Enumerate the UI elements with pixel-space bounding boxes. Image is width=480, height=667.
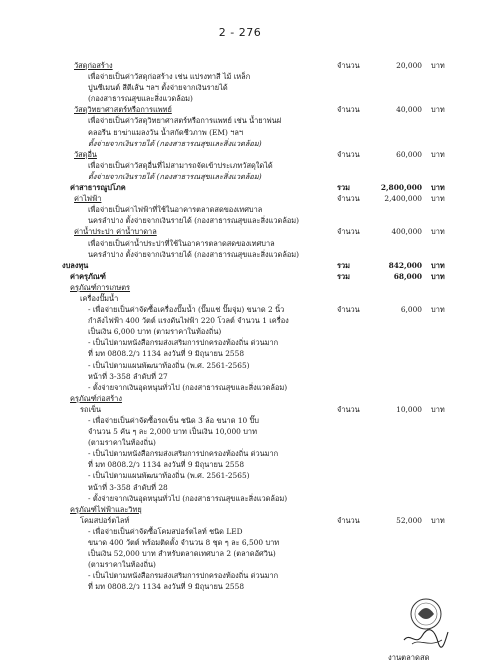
row-text: หน้าที่ 3-358 ลำดับที่ 27: [88, 371, 168, 381]
row-text: - เป็นไปตามหนังสือกรมส่งเสริมการปกครองท้องถิ่น ด่วนมาก: [88, 338, 279, 348]
row-text: (ตามราคาในท้องถิ่น): [88, 438, 156, 448]
amount-unit: บาท: [431, 305, 445, 315]
budget-row: [62, 226, 457, 237]
amount-unit: บาท: [431, 105, 445, 115]
amount-unit: บาท: [431, 183, 445, 193]
budget-row: [62, 304, 457, 315]
row-text: ปูนซีเมนต์ สีตีเส้น ฯลฯ ตั้งจ่ายจากเงินรายได้: [88, 83, 228, 93]
budget-row: [62, 515, 457, 526]
row-text: ตั้งจ่ายจากเงินรายได้ (กองสาธารณสุขและสิ่งแวดล้อม): [88, 171, 262, 181]
budget-row: [62, 348, 457, 359]
row-text: เป็นเงิน 52,000 บาท สำหรับตลาดเทศบาล 2 (ตลาดอัศวิน): [88, 549, 276, 559]
amount-value: 10,000: [396, 404, 422, 414]
row-text: กำลังไฟฟ้า 400 วัตต์ แรงดันไฟฟ้า 220 โวลต์ จำนวน 1 เครื่อง: [88, 316, 289, 326]
row-text: ที่ มท 0808.2/ว 1134 ลงวันที่ 9 มิถุนายน 2558: [88, 582, 245, 592]
amount-value: 52,000: [396, 515, 422, 525]
amount-label: รวม: [337, 183, 350, 193]
row-text: ครุภัณฑ์ไฟฟ้าและวิทยุ: [70, 504, 142, 514]
budget-row: [62, 526, 457, 537]
row-text: - เป็นไปตามแผนพัฒนาท้องถิ่น (พ.ศ. 2561-2565): [88, 360, 250, 370]
row-text: - เพื่อจ่ายเป็นค่าจัดซื้อโคมสปอร์ตไลท์ ชนิด LED: [88, 526, 243, 536]
row-text: ที่ มท 0808.2/ว 1134 ลงวันที่ 9 มิถุนายน 2558: [88, 349, 245, 359]
amount-unit: บาท: [431, 61, 445, 70]
row-text: - เพื่อจ่ายเป็นค่าจัดซื้อเครื่องปั๊มน้ำ (ปั๊มแช่ ปั๊มจุ่ม) ขนาด 2 นิ้ว: [88, 305, 285, 315]
budget-row: [62, 149, 457, 160]
budget-row: [62, 71, 457, 82]
budget-row: [62, 315, 457, 326]
row-text: เป็นเงิน 6,000 บาท (ตามราคาในท้องถิ่น): [88, 327, 222, 337]
row-text: เครื่องปั๊มน้ำ: [80, 293, 119, 303]
budget-row: [62, 437, 457, 448]
row-text: ตั้งจ่ายจากเงินรายได้ (กองสาธารณสุขและสิ่งแวดล้อม): [88, 138, 262, 148]
budget-row: [62, 326, 457, 337]
official-seal-signature: [398, 588, 450, 650]
amount-value: 40,000: [396, 105, 422, 115]
amount-label: รวม: [337, 271, 350, 281]
amount-label: จำนวน: [337, 227, 360, 237]
row-text: เพื่อจ่ายเป็นค่าวัสดุวิทยาศาสตร์หรือการแพทย์ เช่น น้ำยาพ่นฝ: [88, 116, 282, 126]
row-text: ค่าสาธารณูปโภค: [70, 183, 126, 193]
budget-row: [62, 570, 457, 581]
budget-row: [62, 360, 457, 371]
row-text: คลอรีน ยาฆ่าแมลงวัน น้ำสกัดชีวภาพ (EM) ฯลฯ: [88, 127, 244, 137]
amount-unit: บาท: [431, 271, 445, 281]
amount-label: จำนวน: [337, 515, 360, 525]
row-text: งบลงทุน: [62, 260, 89, 270]
row-text: ค่าครุภัณฑ์: [70, 271, 106, 281]
budget-row: [62, 537, 457, 548]
amount-value: 400,000: [391, 227, 422, 237]
budget-row: [62, 271, 457, 282]
amount-label: จำนวน: [337, 105, 360, 115]
budget-row: [62, 82, 457, 93]
amount-value: 20,000: [396, 61, 422, 70]
row-text: - เป็นไปตามแผนพัฒนาท้องถิ่น (พ.ศ. 2561-2565): [88, 471, 250, 481]
amount-unit: บาท: [431, 149, 445, 159]
budget-row: [62, 293, 457, 304]
row-text: วัสดุก่อสร้าง: [74, 61, 113, 70]
budget-row: [62, 93, 457, 104]
row-text: โคมสปอร์ตไลท์: [80, 515, 130, 525]
row-text: ครุภัณฑ์การเกษตร: [70, 282, 131, 292]
budget-row: [62, 470, 457, 481]
row-text: เพื่อจ่ายเป็นค่าน้ำประปาที่ใช้ในอาคารตลาดสดของเทศบาล: [88, 238, 275, 248]
budget-row: [62, 504, 457, 515]
budget-row: [62, 282, 457, 293]
footer-section-label: งานตลาดสด: [388, 653, 430, 662]
row-text: ขนาด 400 วัตต์ พร้อมติดตั้ง จำนวน 8 ชุด ๆ ละ 6,500 บาท: [88, 538, 280, 548]
amount-label: รวม: [337, 260, 350, 270]
budget-row: [62, 337, 457, 348]
row-text: ค่าน้ำประปา ค่าน้ำบาดาล: [74, 227, 157, 237]
budget-row: [62, 204, 457, 215]
budget-row: [62, 459, 457, 470]
budget-row: [62, 215, 457, 226]
budget-row: [62, 238, 457, 249]
budget-row: [62, 559, 457, 570]
amount-unit: บาท: [431, 227, 445, 237]
row-text: (ตามราคาในท้องถิ่น): [88, 560, 156, 570]
amount-label: จำนวน: [337, 404, 360, 414]
row-text: เพื่อจ่ายเป็นค่าวัสดุอื่นที่ไม่สามารถจัดเข้าประเภทวัสดุใดได้: [88, 160, 273, 170]
page-number: 2 - 276: [218, 26, 262, 39]
budget-row: [62, 548, 457, 559]
budget-row: [62, 138, 457, 149]
row-text: ค่าไฟฟ้า: [74, 194, 102, 204]
budget-row: [62, 382, 457, 393]
budget-row: [62, 171, 457, 182]
amount-label: จำนวน: [337, 149, 360, 159]
budget-row: [62, 371, 457, 382]
row-text: - ตั้งจ่ายจากเงินอุดหนุนทั่วไป (กองสาธารณสุขและสิ่งแวดล้อม): [88, 493, 288, 503]
amount-value: 68,000: [393, 271, 422, 281]
budget-row: [62, 393, 457, 404]
amount-label: จำนวน: [337, 61, 360, 70]
budget-row: [62, 115, 457, 126]
amount-unit: บาท: [431, 260, 445, 270]
budget-row: [62, 127, 457, 138]
row-text: วัสดุวิทยาศาสตร์หรือการแพทย์: [74, 105, 172, 115]
budget-row: [62, 426, 457, 437]
budget-row: [62, 160, 457, 171]
budget-row: [62, 260, 457, 271]
amount-value: 2,400,000: [384, 194, 422, 204]
amount-unit: บาท: [431, 404, 445, 414]
row-text: เพื่อจ่ายเป็นค่าวัสดุก่อสร้าง เช่น แปรงทาสี ไม้ เหล็ก: [88, 72, 251, 82]
budget-row: [62, 249, 457, 260]
row-text: - เพื่อจ่ายเป็นค่าจัดซื้อรถเข็น ชนิด 3 ล้อ ขนาด 10 ปิ๊บ: [88, 416, 259, 425]
row-text: เพื่อจ่ายเป็นค่าไฟฟ้าที่ใช้ในอาคารตลาดสดของเทศบาล: [88, 205, 263, 215]
row-text: - ตั้งจ่ายจากเงินอุดหนุนทั่วไป (กองสาธารณสุขและสิ่งแวดล้อม): [88, 382, 288, 392]
amount-unit: บาท: [431, 194, 445, 204]
row-text: จำนวน 5 คัน ๆ ละ 2,000 บาท เป็นเงิน 10,000 บาท: [88, 427, 257, 437]
row-text: นครลำปาง ตั้งจ่ายจากเงินรายได้ (กองสาธารณสุขและสิ่งแวดล้อม): [88, 249, 300, 259]
amount-unit: บาท: [431, 515, 445, 525]
budget-row: [62, 404, 457, 415]
row-text: รถเข็น: [80, 404, 102, 414]
budget-row: [62, 482, 457, 493]
row-text: หน้าที่ 3-358 ลำดับที่ 28: [88, 482, 168, 492]
budget-row: [62, 182, 457, 193]
row-text: ครุภัณฑ์ก่อสร้าง: [70, 393, 122, 403]
amount-value: 2,800,000: [380, 183, 422, 193]
budget-row: [62, 448, 457, 459]
budget-row: [62, 415, 457, 426]
amount-value: 6,000: [400, 305, 422, 315]
row-text: ที่ มท 0808.2/ว 1134 ลงวันที่ 9 มิถุนายน 2558: [88, 460, 245, 470]
row-text: (กองสาธารณสุขและสิ่งแวดล้อม): [88, 94, 193, 104]
budget-row: [62, 493, 457, 504]
budget-row: [62, 60, 457, 71]
row-text: - เป็นไปตามหนังสือกรมส่งเสริมการปกครองท้องถิ่น ด่วนมาก: [88, 449, 279, 459]
budget-detail-table: [62, 60, 457, 593]
amount-value: 60,000: [396, 149, 422, 159]
row-text: นครลำปาง ตั้งจ่ายจากเงินรายได้ (กองสาธารณสุขและสิ่งแวดล้อม): [88, 216, 300, 226]
amount-label: จำนวน: [337, 305, 360, 315]
row-text: - เป็นไปตามหนังสือกรมส่งเสริมการปกครองท้องถิ่น ด่วนมาก: [88, 571, 279, 581]
amount-label: จำนวน: [337, 194, 360, 204]
amount-value: 842,000: [388, 260, 422, 270]
row-text: วัสดุอื่น: [74, 149, 97, 159]
budget-row: [62, 193, 457, 204]
budget-row: [62, 104, 457, 115]
